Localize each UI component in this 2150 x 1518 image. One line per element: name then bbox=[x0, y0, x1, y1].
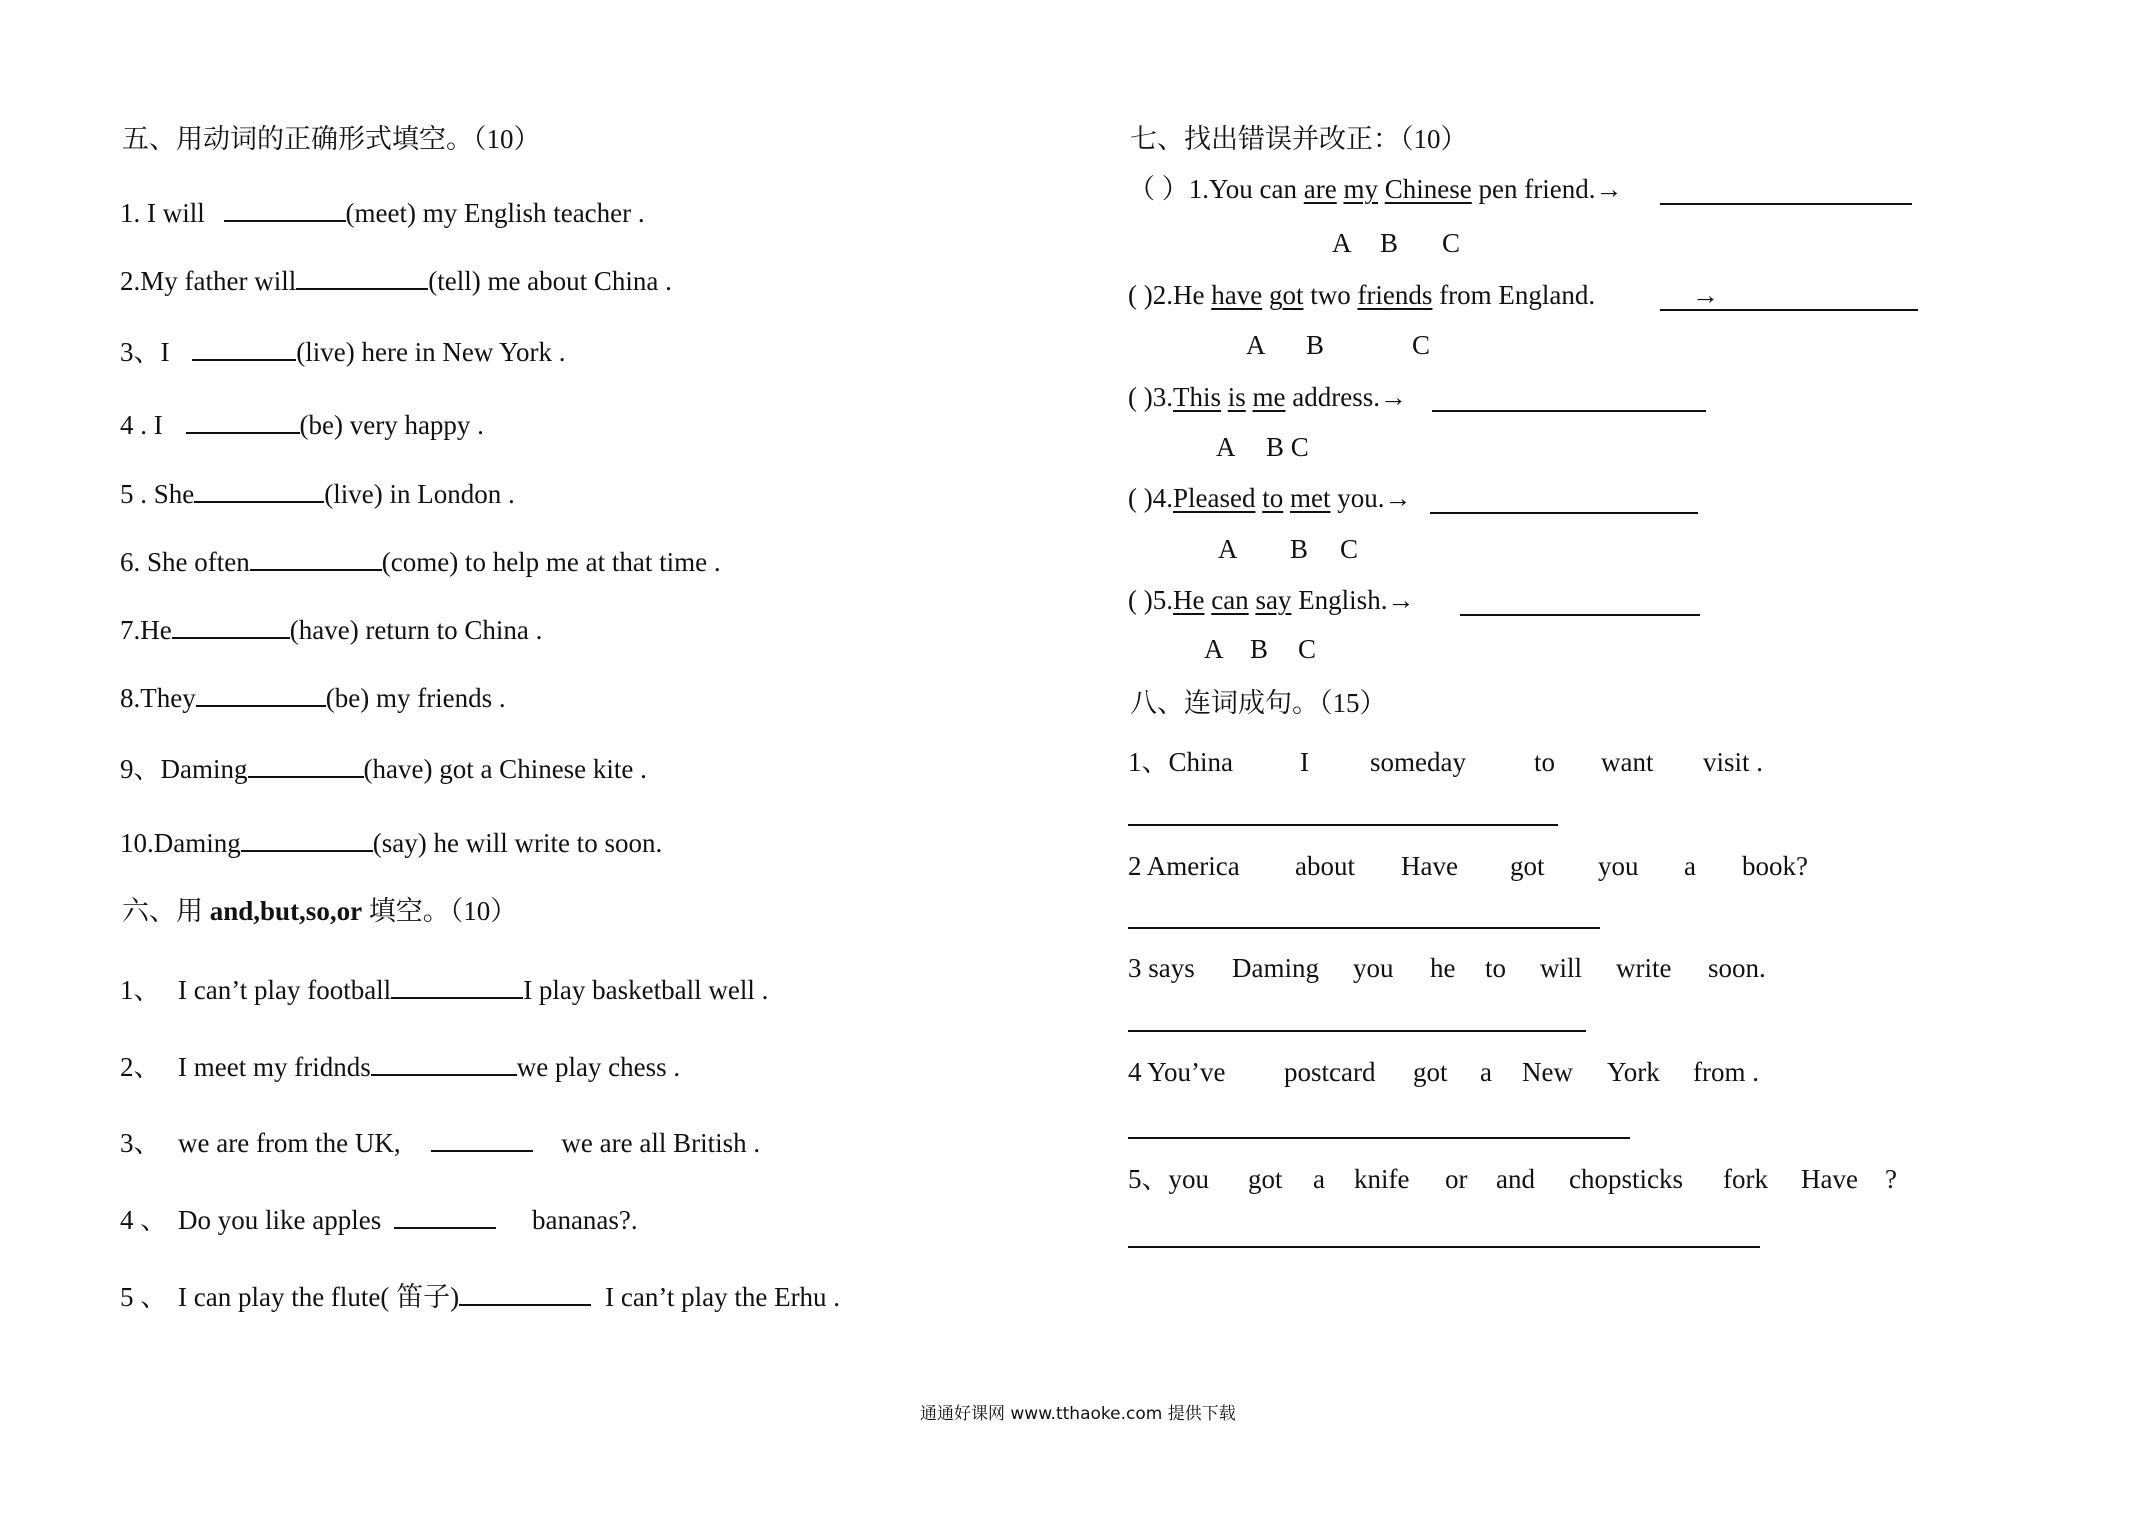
q-text: you. bbox=[1330, 483, 1385, 513]
option-label-a: A bbox=[1216, 432, 1236, 462]
option-a-word: He bbox=[1172, 585, 1205, 615]
option-label-b: B bbox=[1250, 634, 1269, 664]
q-text: (have) got a Chinese kite . bbox=[363, 754, 647, 784]
option-a-word: Pleased bbox=[1172, 483, 1256, 513]
answer-blank[interactable] bbox=[248, 752, 364, 778]
option-b-word: can bbox=[1211, 585, 1249, 615]
scramble-word: write bbox=[1616, 953, 1672, 983]
q-number: 2. bbox=[1152, 280, 1173, 310]
sentence-answer-line[interactable] bbox=[1128, 1246, 1760, 1248]
arrow: → bbox=[1387, 585, 1415, 615]
option-b-word: to bbox=[1262, 483, 1284, 513]
sec6-question-1 bbox=[120, 973, 768, 1007]
section-6-title bbox=[122, 894, 517, 928]
scramble-word: and bbox=[1496, 1164, 1535, 1194]
option-b-word: my bbox=[1343, 174, 1378, 204]
q-text: we are all British . bbox=[561, 1128, 761, 1158]
answer-blank[interactable] bbox=[194, 477, 324, 503]
scramble-word: got bbox=[1413, 1057, 1448, 1087]
sec5-question-8 bbox=[120, 681, 506, 715]
q-text: 5 . She bbox=[120, 479, 195, 509]
q-text: You can bbox=[1209, 174, 1304, 204]
sec5-question-5 bbox=[120, 477, 515, 511]
scramble-word: ? bbox=[1885, 1164, 1897, 1194]
answer-blank[interactable] bbox=[186, 408, 300, 434]
q-text: 8.They bbox=[120, 683, 196, 713]
answer-paren[interactable]: ( ) bbox=[1128, 483, 1153, 513]
space bbox=[1283, 483, 1290, 513]
q-number: 4 、 bbox=[120, 1205, 168, 1235]
scramble-word: a bbox=[1684, 851, 1696, 881]
q-text: 7.He bbox=[120, 615, 172, 645]
answer-blank[interactable] bbox=[431, 1126, 533, 1152]
arrow: → bbox=[1380, 382, 1407, 412]
title-text: 六、用 bbox=[122, 896, 203, 926]
answer-blank[interactable] bbox=[192, 335, 296, 361]
scramble-word: 5、you bbox=[1128, 1164, 1209, 1194]
section-7-title: 七、找出错误并改正：（10） bbox=[1130, 124, 1468, 154]
option-c-word: say bbox=[1255, 585, 1292, 615]
option-label-bc: B C bbox=[1266, 432, 1309, 462]
space bbox=[1246, 382, 1253, 412]
scramble-word: visit . bbox=[1703, 747, 1764, 777]
sec6-question-3 bbox=[120, 1126, 760, 1160]
option-c-word: me bbox=[1252, 382, 1286, 412]
q-text: (say) he will write to soon. bbox=[372, 828, 663, 858]
scramble-word: York bbox=[1607, 1057, 1660, 1087]
sec5-question-10 bbox=[120, 826, 662, 860]
correction-line[interactable] bbox=[1660, 203, 1912, 205]
sec5-question-2 bbox=[120, 264, 672, 298]
scramble-word: will bbox=[1540, 953, 1583, 983]
q-text: (come) to help me at that time . bbox=[381, 547, 721, 577]
sec7-question-4 bbox=[1128, 481, 1411, 515]
scramble-word: got bbox=[1510, 851, 1545, 881]
sec7-question-2 bbox=[1128, 278, 1595, 312]
answer-blank[interactable] bbox=[196, 681, 326, 707]
q-number: 1、 bbox=[120, 975, 161, 1005]
q-text: 3、I bbox=[120, 337, 170, 367]
scramble-word: from . bbox=[1693, 1057, 1759, 1087]
title-text: 填空。（10） bbox=[368, 896, 518, 926]
correction-line[interactable] bbox=[1432, 410, 1706, 412]
scramble-word: chopsticks bbox=[1569, 1164, 1683, 1194]
q-text: pen friend. bbox=[1471, 174, 1596, 204]
option-label-c: C bbox=[1298, 634, 1317, 664]
scramble-word: want bbox=[1601, 747, 1654, 777]
q-number: 1. bbox=[1188, 174, 1209, 204]
scramble-word: Have bbox=[1401, 851, 1458, 881]
space: two bbox=[1303, 280, 1358, 310]
option-a-word: are bbox=[1303, 174, 1337, 204]
q-text: 4 . I bbox=[120, 410, 163, 440]
q-number: 2、 bbox=[120, 1052, 161, 1082]
option-label-c: C bbox=[1412, 330, 1431, 360]
option-label-a: A bbox=[1204, 634, 1224, 664]
scramble-word: knife bbox=[1354, 1164, 1410, 1194]
q-text: 2.My father will bbox=[120, 266, 297, 296]
scramble-word: fork bbox=[1723, 1164, 1768, 1194]
q-text: (live) here in New York . bbox=[296, 337, 566, 367]
sec6-question-4 bbox=[120, 1203, 638, 1237]
option-label-b: B bbox=[1306, 330, 1325, 360]
q-text: English. bbox=[1291, 585, 1388, 615]
answer-blank[interactable] bbox=[459, 1280, 591, 1306]
q-text: 10.Daming bbox=[120, 828, 241, 858]
sec5-question-3 bbox=[120, 335, 565, 369]
q-text: Do you like apples bbox=[178, 1205, 382, 1235]
option-c-word: Chinese bbox=[1384, 174, 1472, 204]
q-text: (be) my friends . bbox=[325, 683, 506, 713]
scramble-word: 1、China bbox=[1128, 747, 1233, 777]
sec7-question-3 bbox=[1128, 380, 1407, 414]
space bbox=[1221, 382, 1228, 412]
sec7-question-5 bbox=[1128, 583, 1414, 617]
q-text: we are from the UK, bbox=[178, 1128, 401, 1158]
answer-paren[interactable]: （ ） bbox=[1128, 174, 1189, 204]
option-label-a: A bbox=[1332, 228, 1352, 258]
scramble-word: I bbox=[1300, 747, 1309, 777]
scramble-word: to bbox=[1534, 747, 1556, 777]
correction-line[interactable] bbox=[1460, 614, 1700, 616]
arrow: → bbox=[1384, 483, 1412, 513]
scramble-word: he bbox=[1430, 953, 1456, 983]
q-text: bananas?. bbox=[531, 1205, 638, 1235]
scramble-word: soon. bbox=[1708, 953, 1766, 983]
q-text: I can play the flute( 笛子) bbox=[178, 1282, 460, 1312]
answer-blank[interactable] bbox=[391, 973, 523, 999]
correction-line[interactable] bbox=[1430, 512, 1698, 514]
q-text: I can’t play football bbox=[178, 975, 392, 1005]
scramble-word: got bbox=[1248, 1164, 1283, 1194]
scramble-word: or bbox=[1445, 1164, 1468, 1194]
sec6-question-2 bbox=[120, 1050, 680, 1084]
scramble-word: 4 You’ve bbox=[1128, 1057, 1226, 1087]
sec7-question-1 bbox=[1128, 172, 1622, 206]
option-b-word: got bbox=[1268, 280, 1304, 310]
scramble-word: 2 America bbox=[1128, 851, 1240, 881]
answer-blank[interactable] bbox=[296, 264, 428, 290]
q-text: (have) return to China . bbox=[289, 615, 543, 645]
answer-blank[interactable] bbox=[371, 1050, 517, 1076]
scramble-word: a bbox=[1480, 1057, 1492, 1087]
space bbox=[1262, 280, 1269, 310]
scramble-word: you bbox=[1598, 851, 1639, 881]
sentence-answer-line[interactable] bbox=[1128, 1137, 1630, 1139]
sentence-answer-line[interactable] bbox=[1128, 927, 1600, 929]
option-label-a: A bbox=[1218, 534, 1238, 564]
title-keywords: and,but,so,or bbox=[209, 896, 363, 926]
q-text: address. bbox=[1285, 382, 1380, 412]
scramble-word: Have bbox=[1801, 1164, 1858, 1194]
section-5-title: 五、用动词的正确形式填空。（10） bbox=[122, 124, 541, 154]
sec5-question-9 bbox=[120, 752, 647, 786]
answer-paren[interactable]: ( ) bbox=[1128, 280, 1153, 310]
scramble-word: postcard bbox=[1284, 1057, 1376, 1087]
q-text: (meet) my English teacher . bbox=[345, 198, 645, 228]
scramble-word: to bbox=[1485, 953, 1507, 983]
q-text: 1. I will bbox=[120, 198, 205, 228]
sentence-answer-line[interactable] bbox=[1128, 824, 1558, 826]
option-label-a: A bbox=[1246, 330, 1266, 360]
footer-credit: 通通好课网 www.tthaoke.com 提供下载 bbox=[920, 1404, 1236, 1424]
sec5-question-6 bbox=[120, 545, 721, 579]
option-label-b: B bbox=[1380, 228, 1399, 258]
answer-blank[interactable] bbox=[394, 1203, 496, 1229]
answer-blank[interactable] bbox=[241, 826, 373, 852]
q-number: 3. bbox=[1152, 382, 1173, 412]
scramble-word: about bbox=[1295, 851, 1355, 881]
answer-paren[interactable]: ( ) bbox=[1128, 382, 1153, 412]
option-b-word: is bbox=[1227, 382, 1246, 412]
q-text: (be) very happy . bbox=[299, 410, 484, 440]
scramble-word: someday bbox=[1370, 747, 1466, 777]
sec6-question-5 bbox=[120, 1280, 840, 1314]
scramble-word: Daming bbox=[1232, 953, 1319, 983]
space bbox=[1378, 174, 1385, 204]
option-c-word: friends bbox=[1357, 280, 1433, 310]
section-8-title: 八、连词成句。（15） bbox=[1130, 688, 1387, 718]
option-label-c: C bbox=[1340, 534, 1359, 564]
sec5-question-1 bbox=[120, 196, 645, 230]
answer-blank[interactable] bbox=[250, 545, 382, 571]
q-text: we play chess . bbox=[516, 1052, 681, 1082]
scramble-word: New bbox=[1522, 1057, 1573, 1087]
option-a-word: This bbox=[1172, 382, 1221, 412]
sec5-question-7 bbox=[120, 613, 542, 647]
q-number: 4. bbox=[1152, 483, 1173, 513]
scramble-word: you bbox=[1353, 953, 1394, 983]
q-text: (live) in London . bbox=[324, 479, 515, 509]
q-text: from England. bbox=[1432, 280, 1596, 310]
answer-paren[interactable]: ( ) bbox=[1128, 585, 1153, 615]
q-number: 3、 bbox=[120, 1128, 161, 1158]
q-text: I meet my fridnds bbox=[178, 1052, 371, 1082]
option-label-c: C bbox=[1442, 228, 1461, 258]
sentence-answer-line[interactable] bbox=[1128, 1030, 1586, 1032]
scramble-word: book? bbox=[1742, 851, 1808, 881]
q-text: I play basketball well . bbox=[523, 975, 769, 1005]
q-text: 6. She often bbox=[120, 547, 250, 577]
q-number: 5. bbox=[1152, 585, 1173, 615]
answer-blank[interactable] bbox=[172, 613, 290, 639]
q-text: (tell) me about China . bbox=[428, 266, 672, 296]
option-label-b: B bbox=[1290, 534, 1309, 564]
option-c-word: met bbox=[1289, 483, 1331, 513]
arrow: → bbox=[1595, 174, 1623, 204]
sec5-question-4 bbox=[120, 408, 484, 442]
q-text: I can’t play the Erhu . bbox=[605, 1282, 841, 1312]
arrow: → bbox=[1692, 280, 1719, 310]
scramble-word: 3 says bbox=[1128, 953, 1195, 983]
scramble-word: a bbox=[1313, 1164, 1325, 1194]
option-a-word: have bbox=[1211, 280, 1263, 310]
q-number: 5 、 bbox=[120, 1282, 168, 1312]
q-text: 9、Daming bbox=[120, 754, 248, 784]
q-text: He bbox=[1172, 280, 1212, 310]
answer-blank[interactable] bbox=[224, 196, 346, 222]
